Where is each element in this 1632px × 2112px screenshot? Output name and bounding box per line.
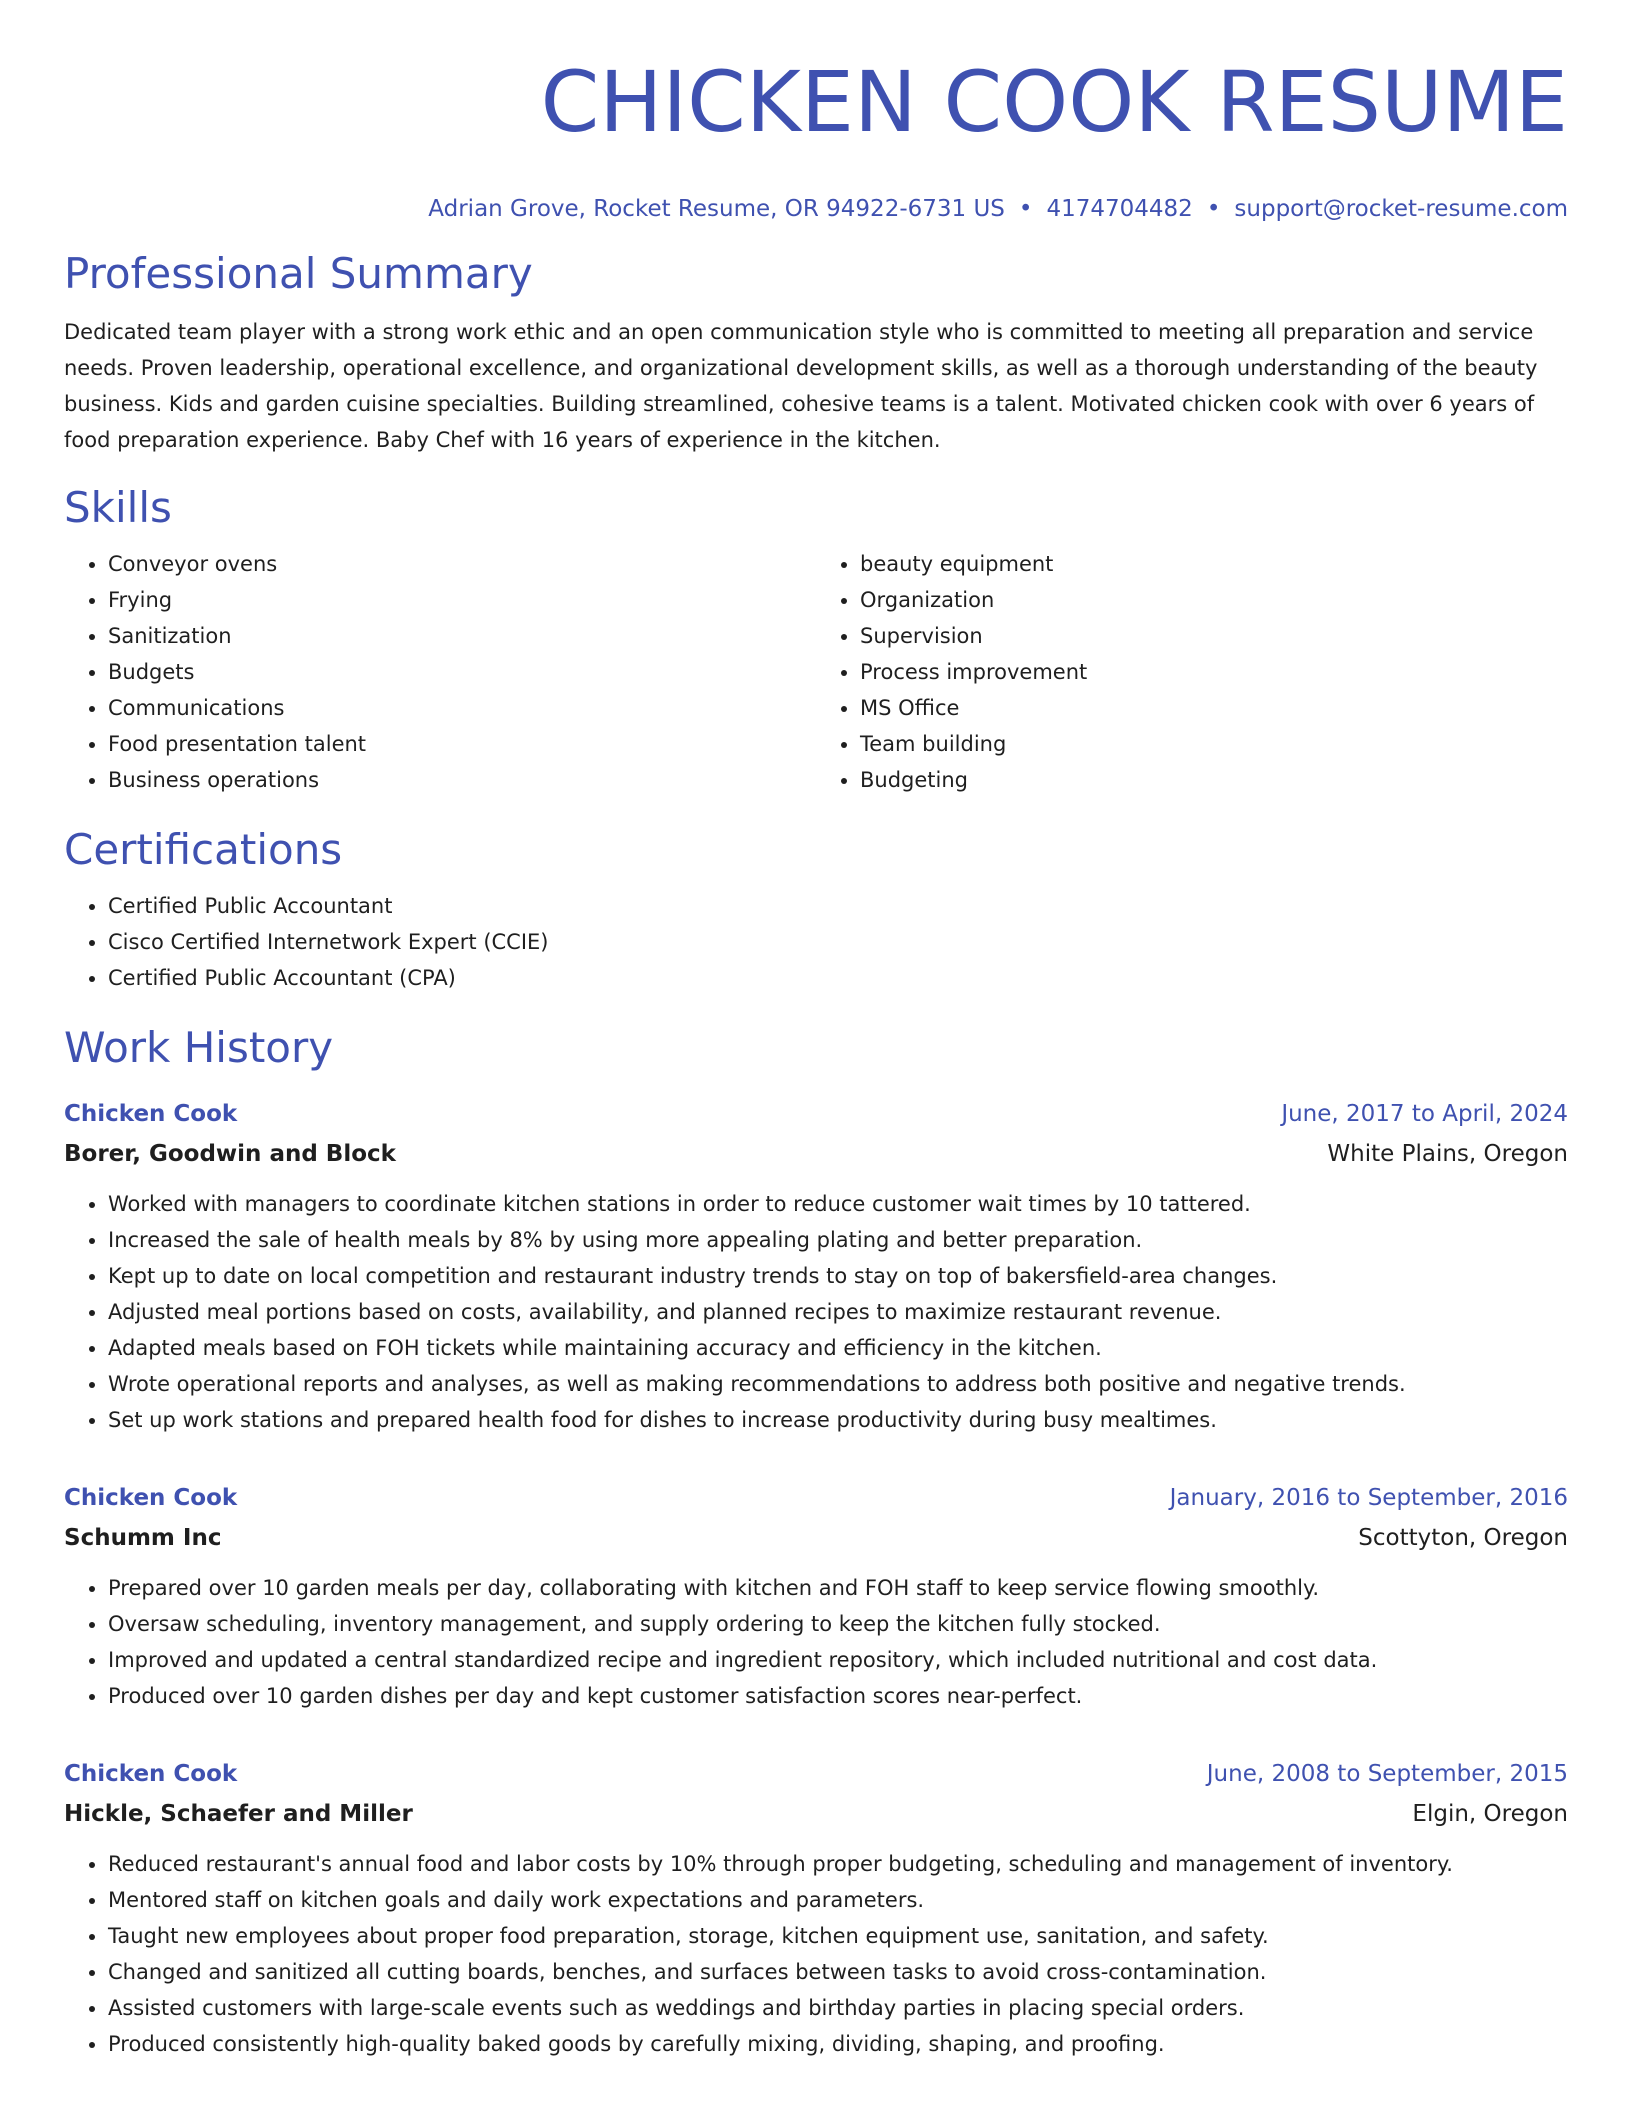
job-dates: June, 2017 to April, 2024 — [1281, 1101, 1568, 1127]
job-location: White Plains, Oregon — [1327, 1141, 1568, 1167]
resume-page — [64, 0, 1568, 2062]
skill-item: • Team building — [860, 726, 1568, 762]
skill-item: • Budgeting — [860, 762, 1568, 798]
job-subheader — [64, 1794, 1568, 1834]
job-location: Scottyton, Oregon — [1358, 1525, 1568, 1551]
contact-separator: • — [1206, 196, 1221, 222]
certifications-heading: Certifications — [64, 825, 343, 874]
contact-email: support@rocket-resume.com — [1234, 196, 1568, 222]
contact-separator: • — [1018, 196, 1033, 222]
certification-item: • Certified Public Accountant (CPA) — [108, 960, 1568, 996]
job-bullets — [64, 1570, 1568, 1714]
contact-phone: 4174704482 — [1046, 196, 1193, 222]
contact-address: Adrian Grove, Rocket Resume, OR 94922-6731 US — [428, 196, 1005, 222]
job-bullets — [64, 1186, 1568, 1438]
job-bullet: • Worked with managers to coordinate kitchen stations in order to reduce customer wait times by 10 tattered. — [108, 1186, 1568, 1222]
job-bullet: • Mentored staff on kitchen goals and daily work expectations and parameters. — [108, 1882, 1568, 1918]
job-company: Schumm Inc — [64, 1525, 222, 1551]
certification-item: • Cisco Certified Internetwork Expert (CCIE) — [108, 924, 1568, 960]
skill-item: • Budgets — [108, 654, 816, 690]
job-bullet: • Oversaw scheduling, inventory management, and supply ordering to keep the kitchen fully stocked. — [108, 1606, 1568, 1642]
skill-item: • MS Office — [860, 690, 1568, 726]
certification-item: • Certified Public Accountant — [108, 888, 1568, 924]
job-role: Chicken Cook — [64, 1761, 238, 1787]
job-bullet: • Adapted meals based on FOH tickets while maintaining accuracy and efficiency in the kitchen. — [108, 1330, 1568, 1366]
skill-item: • Organization — [860, 582, 1568, 618]
job-bullet: • Assisted customers with large-scale events such as weddings and birthday parties in placing special orders. — [108, 1990, 1568, 2026]
skill-item: • Conveyor ovens — [108, 546, 816, 582]
job-bullet: • Wrote operational reports and analyses, as well as making recommendations to address both positive and negative trends. — [108, 1366, 1568, 1402]
job-entry — [64, 1094, 1568, 1438]
contact-line — [64, 194, 1568, 224]
skill-item: • Sanitization — [108, 618, 816, 654]
job-dates: January, 2016 to September, 2016 — [1169, 1485, 1568, 1511]
job-bullet: • Reduced restaurant's annual food and labor costs by 10% through proper budgeting, scheduling and management of inventory. — [108, 1846, 1568, 1882]
job-bullet: • Prepared over 10 garden meals per day, collaborating with kitchen and FOH staff to keep service flowing smoothly. — [108, 1570, 1568, 1606]
job-company: Borer, Goodwin and Block — [64, 1141, 396, 1167]
work-history-heading: Work History — [64, 1023, 334, 1072]
skills-heading: Skills — [64, 483, 172, 532]
job-header — [64, 1478, 1568, 1518]
skill-item: • Food presentation talent — [108, 726, 816, 762]
skill-item: • Communications — [108, 690, 816, 726]
job-bullet: • Taught new employees about proper food preparation, storage, kitchen equipment use, sanitation, and safety. — [108, 1918, 1568, 1954]
skill-item: • Process improvement — [860, 654, 1568, 690]
job-header — [64, 1754, 1568, 1794]
job-bullet: • Improved and updated a central standardized recipe and ingredient repository, which included nutritional and cost data. — [108, 1642, 1568, 1678]
job-bullet: • Produced consistently high-quality baked goods by carefully mixing, dividing, shaping, and proofing. — [108, 2026, 1568, 2062]
job-bullet: • Produced over 10 garden dishes per day and kept customer satisfaction scores near-perfect. — [108, 1678, 1568, 1714]
skill-item: • Frying — [108, 582, 816, 618]
job-dates: June, 2008 to September, 2015 — [1206, 1761, 1568, 1787]
job-bullets — [64, 1846, 1568, 2062]
skills-list-left — [64, 546, 816, 798]
skills-columns — [64, 546, 1568, 798]
job-header — [64, 1094, 1568, 1134]
job-subheader — [64, 1518, 1568, 1558]
job-subheader — [64, 1134, 1568, 1174]
skill-item: • Business operations — [108, 762, 816, 798]
job-entry — [64, 1478, 1568, 1714]
job-bullet: • Changed and sanitized all cutting boards, benches, and surfaces between tasks to avoid cross-contamination. — [108, 1954, 1568, 1990]
skill-item: • Supervision — [860, 618, 1568, 654]
job-bullet: • Kept up to date on local competition and restaurant industry trends to stay on top of bakersfield-area changes. — [108, 1258, 1568, 1294]
resume-title: CHICKEN COOK RESUME — [540, 53, 1568, 151]
summary-text: Dedicated team player with a strong work ethic and an open communication style who is committed to meeting all preparation and service needs. Proven leadership, operational excellence, and organizational development skills, as well as a thorough understanding of the beauty business. Kids and garden cuisine specialties. Building streamlined, cohesive teams is a talent. Motivated chicken cook with over 6 years of food preparation experience. Baby Chef with 16 years of experience in the kitchen. — [64, 320, 1538, 452]
job-role: Chicken Cook — [64, 1485, 238, 1511]
job-role: Chicken Cook — [64, 1101, 238, 1127]
certifications-list — [64, 888, 1568, 996]
job-entry — [64, 1754, 1568, 2062]
job-bullet: • Adjusted meal portions based on costs, availability, and planned recipes to maximize restaurant revenue. — [108, 1294, 1568, 1330]
job-bullet: • Increased the sale of health meals by 8% by using more appealing plating and better preparation. — [108, 1222, 1568, 1258]
job-company: Hickle, Schaefer and Miller — [64, 1801, 413, 1827]
job-location: Elgin, Oregon — [1412, 1801, 1568, 1827]
job-bullet: • Set up work stations and prepared health food for dishes to increase productivity during busy mealtimes. — [108, 1402, 1568, 1438]
skill-item: • beauty equipment — [860, 546, 1568, 582]
summary-heading: Professional Summary — [64, 249, 533, 298]
skills-list-right — [816, 546, 1568, 798]
